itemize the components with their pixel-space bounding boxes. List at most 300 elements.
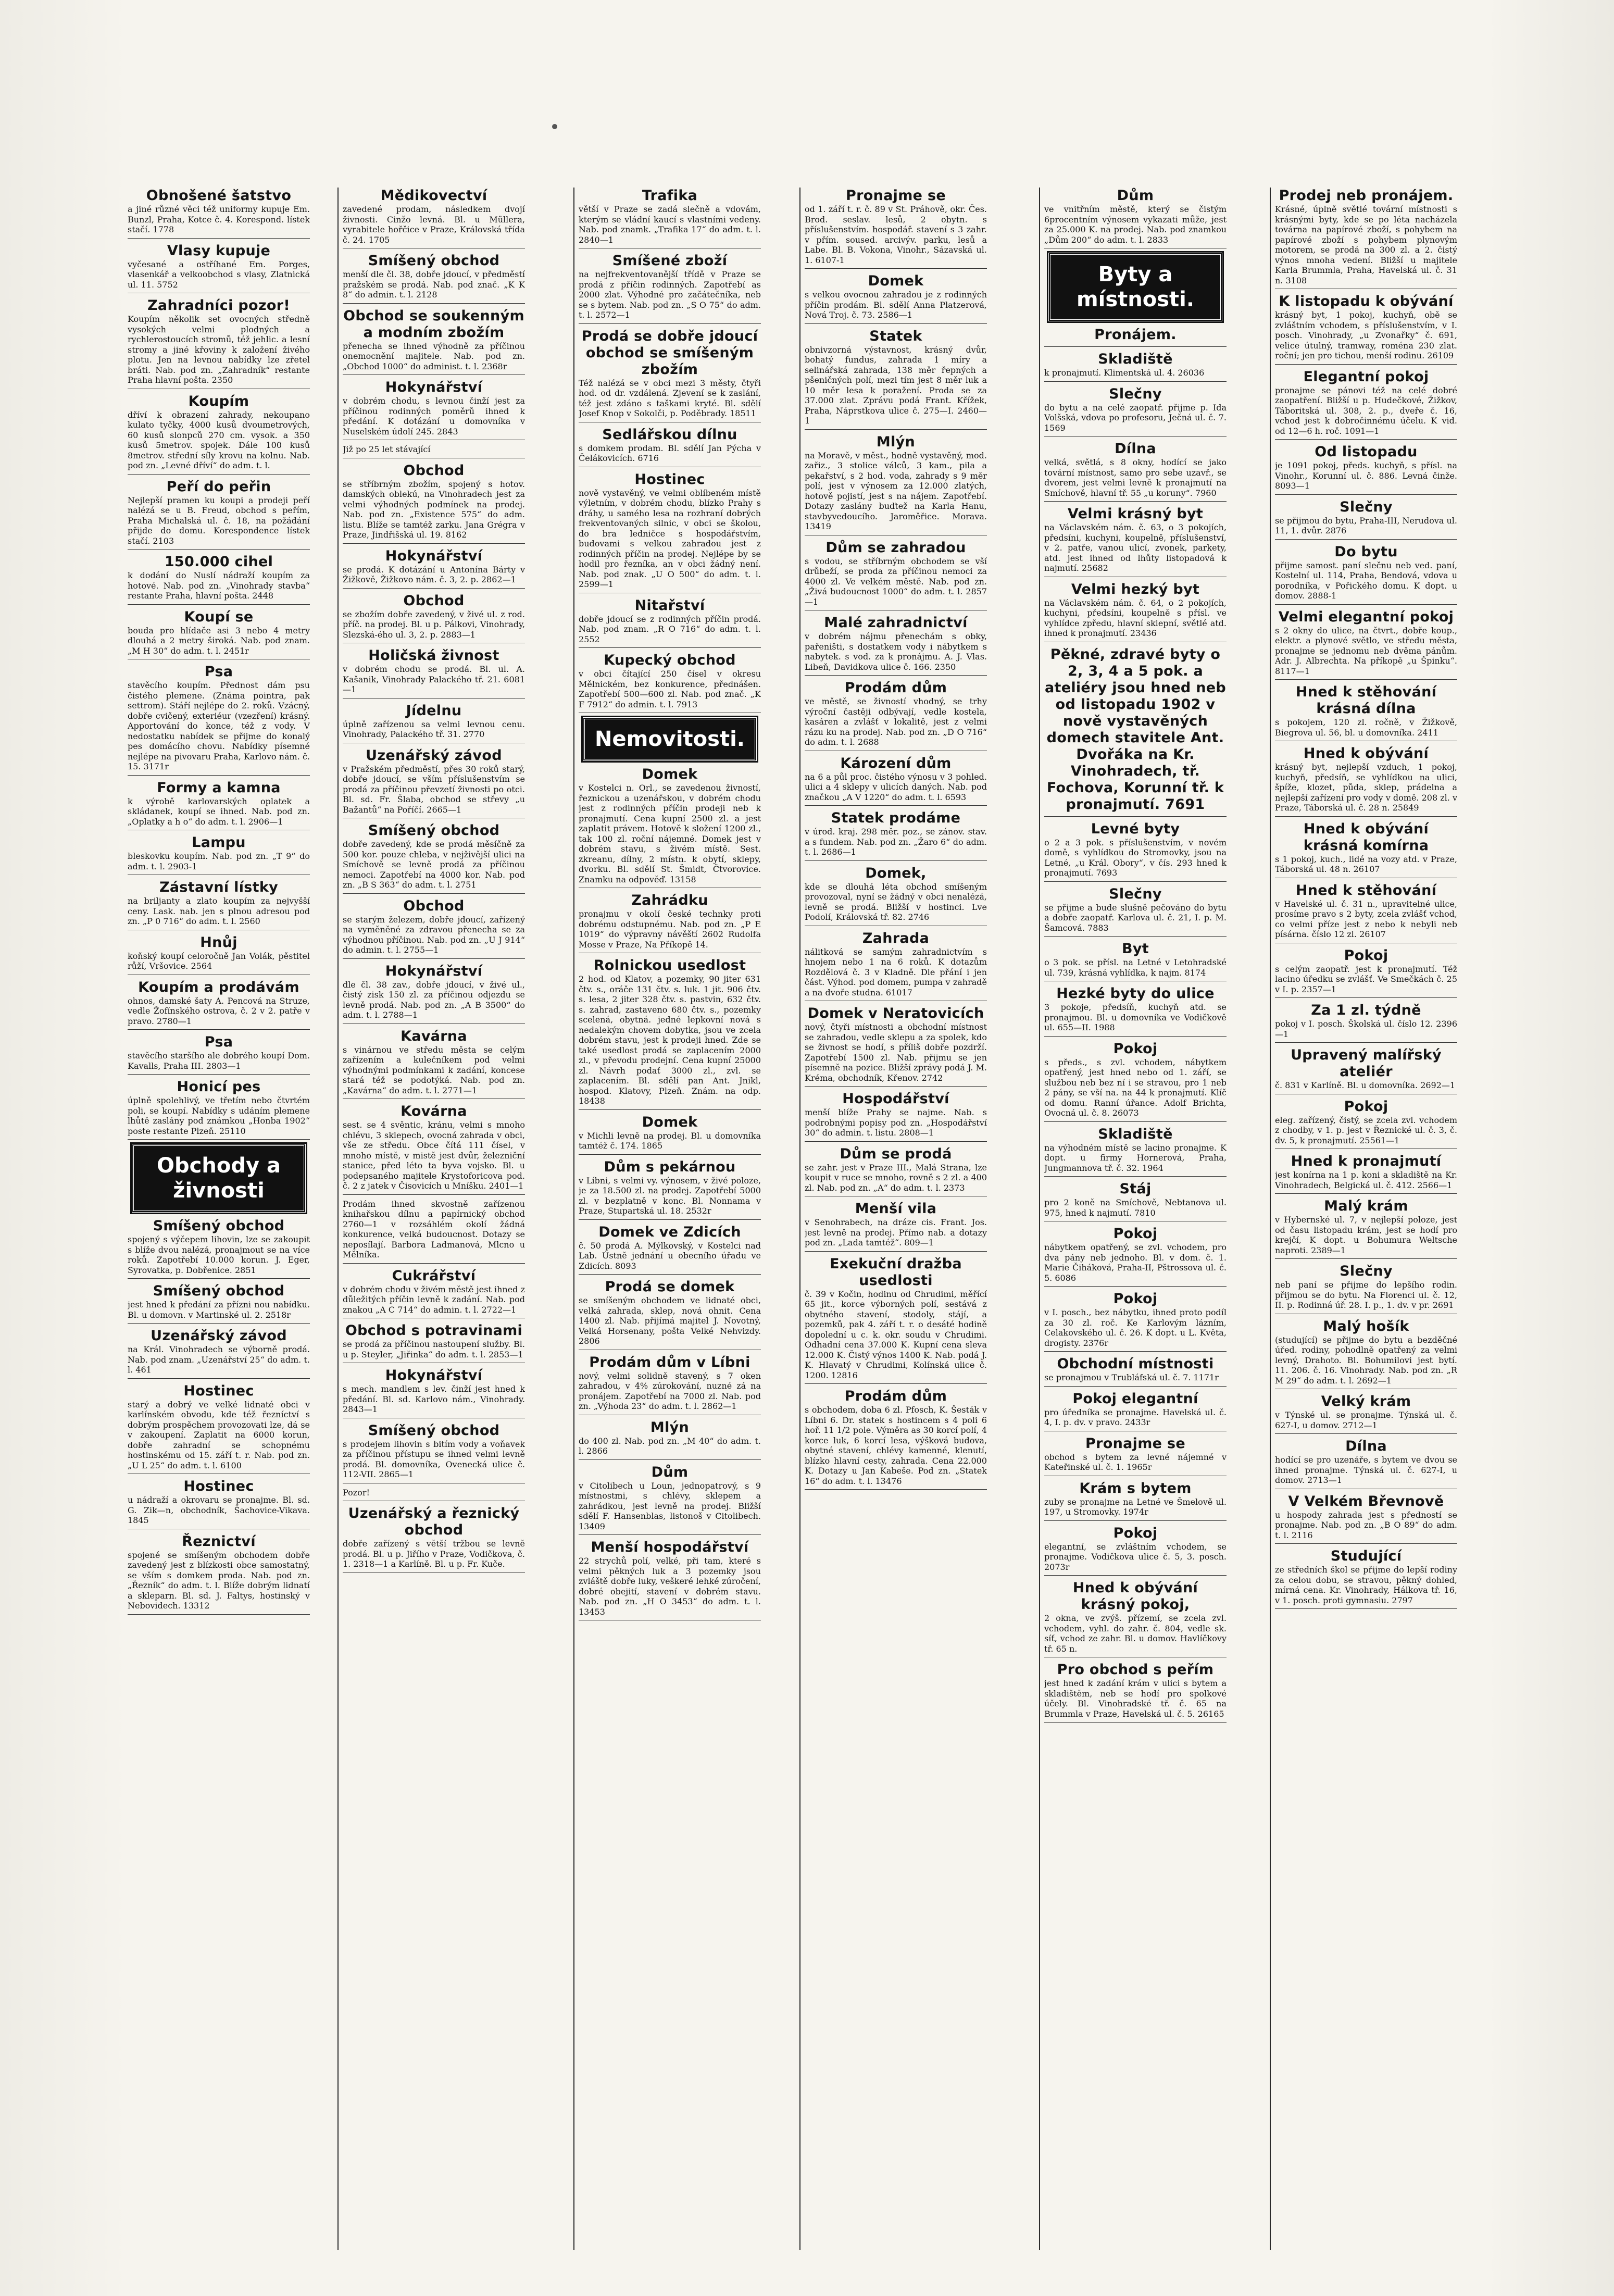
ad-heading: Menší hospodářství	[591, 1539, 749, 1555]
classified-ad	[1044, 1356, 1227, 1387]
ad-heading: Velmi hezký byt	[1071, 581, 1200, 597]
ad-text: o 2 a 3 pok. s příslušenstvím, v novém domě, s vyhlídkou do Stromovky, jsou na Letné, „u Král. Obory“, v čís. 293 hned k pronajmutí. 7693	[1044, 837, 1227, 878]
classified-ad	[343, 379, 525, 440]
ad-text: pokoj v I. posch. Školská ul. číslo 12. 2396—1	[1275, 1019, 1457, 1039]
ad-text: s 2 okny do ulice, na čtvrt., dobře koup., elektr. a plynové světlo, ve středu města, pronajme se jednomu neb dvěma pánům. Adr. J. Albrechta. Na příkopě „u Špinku“. 8117—1	[1275, 625, 1457, 676]
classified-ad	[343, 593, 525, 644]
ad-text: nábytkem opatřený, se zvl. vchodem, pro dva pány neb jednoho. Bl. v dom. č. 1. Marie Čiháková, Praha-II, Pštrossova ul. č. 5. 6086	[1044, 1242, 1227, 1283]
column-rule	[1039, 188, 1040, 2250]
ad-heading: Malý krám	[1324, 1198, 1408, 1214]
ad-text: úplně spolehlivý, ve třetím nebo čtvrtém poli, se koupí. Nabídky s udáním plemene lhůtě zaslány pod známkou „Honba 1902“ poste restante Plzeň. 25110	[128, 1095, 310, 1136]
column-2	[343, 188, 525, 2250]
ad-heading: Prodám dům	[844, 680, 947, 696]
ad-heading: Byt	[1122, 941, 1149, 957]
ad-heading: Jídelnu	[406, 702, 462, 719]
ad-heading: Pokoj	[1113, 1525, 1158, 1541]
ad-text: s celým zaopatř. jest k pronajmutí. Též lacino úředku se zvlášť. Ve Smečkách č. 25 v I. p. 2357—1	[1275, 964, 1457, 994]
ad-text: č. 39 v Kočin, hodinu od Chrudimi, měřící 65 jit., korce výborných polí, sestává z obytného stavení, stodoly, stájí, a pozemků, pak 4. září t. r. o desáté hodině dopolední u c. k. okr. soudu v Chrudimi. Odhadní cena 37.000 K. Kupní cena sleva 12.000 K. Čistý výnos 1400 K. Nab. podá J. K. Hlavatý v Chrudimi, Kolínská ulice č. 1200. 12816	[805, 1289, 987, 1380]
classified-ad	[1275, 1263, 1457, 1314]
classified-ad	[1275, 1153, 1457, 1194]
classified-ad	[128, 1218, 310, 1279]
ad-heading: Psa	[204, 664, 233, 680]
classified-ad	[343, 1488, 525, 1502]
ad-text: ve vnitřním městě, který se čistým 6procentním výnosem vykazati může, jest za 25.000 K. na prodej. Nab. pod znamkou „Dům 200“ do adm. t. l. 2833	[1044, 204, 1227, 245]
ad-text: se pronajmou v Trubláfská ul. č. 7. 1171r	[1044, 1372, 1219, 1382]
ad-heading: Hned k obývání krásná komírna	[1303, 820, 1429, 854]
ad-text: (studující) se přijme do bytu a bezděčné úřed. rodiny, pohodlně opatřený za velmi levný, Drahoto. Bl. Bohumilovi jest bytí. 11. 206. č. 16. Vinohrady. Nab. pod zn. „R M 29“ do adm. t. l. 2692—1	[1275, 1334, 1457, 1386]
classified-ad	[343, 1422, 525, 1483]
column-rule	[573, 188, 574, 2250]
ad-heading: Mlýn	[876, 433, 916, 450]
ad-heading: Pěkné, zdravé byty o 2, 3, 4 a 5 pok. a ateliéry jsou hned neb od listopadu 1902 v nově vystavěných domech stavitele Ant. Dvořáka na Kr. Vinohradech, tř. Fochova, Korunní tř. k pronajmutí. 7691	[1044, 646, 1226, 813]
ad-text: nově vystavěný, ve velmi oblíbeném místě výletním, v dobrém chodu, blízko Prahy s dráhy, u samého lesa na rozhraní dobrých frekventovaných silnic, v obci se školou, do bra ledničce s hospodářstvím, budovami s velkou zahradou jest z rodinných příčin na prodej. Nejlépe by se hodil pro řezníka, an v obci žádný není. Nab. pod znak. „U O 500“ do adm. t. l. 2599—1	[579, 488, 761, 589]
ad-heading: Kavárna	[401, 1028, 467, 1044]
ad-heading: Obnošené šatstvo	[146, 188, 292, 204]
ad-heading: Slečny	[1340, 498, 1393, 515]
classified-ad	[1275, 1002, 1457, 1043]
ad-text: v Michli levně na prodej. Bl. u domovníka tamtéž č. 174. 1865	[579, 1130, 761, 1151]
ad-text: neb paní se přijme do lepšího rodin. přijmou se do bytu. Na Florenci ul. č. 12, II. p. Rodinná úř. 28. I. p., 1. dv. v pr. 2691	[1275, 1280, 1457, 1310]
ad-heading: Hezké byty do ulice	[1056, 985, 1215, 1002]
ad-text: nálitková se samým zahradnictvím s hnojem nebo 1 na 6 roků. K dotazům Rozdělová č. 3 v Kladně. Dle přání i jen část. Výhod. pod domem, pumpa v zahradě a na dvoře studna. 61017	[805, 946, 987, 997]
ad-text: nový, čtyři místnosti a obchodní místnost se zahradou, vedle sklepu a za spolek, kdo se živnost se hodí, s příliš dobře pozdrží. Zapotřebí 1500 zl. Nab. přijmu se jen písemně na pozice. Bližší zprávy podá J. M. Kréma, obchodník, Křenov. 2742	[805, 1022, 987, 1083]
ad-heading: Hokynářství	[385, 963, 483, 979]
ad-text: č. 50 prodá A. Mýlkovský, v Kostelci nad Lab. Ústně jednání u obecního úřadu ve Zdicích. 8093	[579, 1240, 761, 1271]
ad-text: Prodám ihned skvostně zařízenou knihařskou dílnu a papírnický obchod 2760—1 v rozsáhlém okolí žádná konkurence, velká budoucnost. Dotazy se neposílají. Barbora Ladmanová, Mlcno u Mělníka.	[343, 1199, 525, 1259]
classified-ad	[128, 1533, 310, 1615]
classified-ad	[805, 434, 987, 535]
ad-heading: Hned k stěhování krásná dílna	[1295, 684, 1437, 717]
classified-ad	[343, 1268, 525, 1319]
ad-text: na 6 a půl proc. čistého výnosu v 3 pohled. ulici a 4 sklepy v ulicích daných. Nab. pod značkou „A V 1220“ do adm. t. l. 6593	[805, 771, 987, 802]
ad-text: je 1091 pokoj, předs. kuchyň, s přísl. na Vinohr., Korunní ul. č. 886. Levná činže. 8093—1	[1275, 460, 1457, 491]
classified-ad	[579, 253, 761, 324]
classified-ad	[805, 1256, 987, 1384]
ad-heading: Hned k stěhování	[1295, 882, 1437, 899]
ad-text: s mech. mandlem s lev. činží jest hned k předání. Bl. sd. Karlovo nám., Vinohrady. 2843—1	[343, 1384, 525, 1414]
ad-heading: Dům	[1117, 188, 1154, 204]
ad-heading: Sedlářskou dílnu	[602, 426, 737, 443]
ad-text: dle čl. 38 zav., dobře jdoucí, v živé ul., čistý zisk 150 zl. za příčinou odjezdu se levně prodá. Nab. pod zn. „A B 3500“ do adm. t. l. 2788—1	[343, 979, 525, 1020]
ad-text: s velkou ovocnou zahradou je z rodinných příčin prodám. Bl. sdělí Anna Platzerová, Nová Troj. č. 73. 2586—1	[805, 290, 987, 320]
classified-ad	[343, 463, 525, 544]
classified-ad	[579, 1224, 761, 1275]
ad-heading: 150.000 cihel	[164, 554, 273, 570]
ad-heading: Pronájem.	[1094, 327, 1177, 343]
ad-text: pro 2 koně na Smíchově, Nebtanova ul. 975, hned k najmutí. 7810	[1044, 1197, 1227, 1218]
ad-text: se prodá za příčinou nastoupení služby. Bl. u p. Steyler, „Jiřinka“ do adm. t. l. 2853—1	[343, 1339, 525, 1359]
classified-ad	[579, 1419, 761, 1460]
ad-text: na nejfrekventovanější třídě v Praze se prodá z příčin rodinných. Zapotřebí as 2000 zlat. Výhodné pro začátečníka, neb se s bytem. Nab. pod zn. „S O 75“ do adm. t. l. 2572—1	[579, 269, 761, 320]
classified-ad	[128, 834, 310, 875]
classified-ad	[1275, 1047, 1457, 1094]
ad-text: vyčesané a ostříhané Em. Porges, vlasenkář a velkoobchod s vlasy, Zlatnická ul. 11. 5752	[128, 259, 310, 290]
classified-ad	[805, 755, 987, 806]
classified-ad	[1044, 1226, 1227, 1287]
classified-ad	[805, 1091, 987, 1142]
classified-ad	[128, 934, 310, 975]
ad-text: dobře zařízený s větší tržbou se levně prodá. Bl. u p. Jiřího v Praze, Vodičkova, č. 1. 2318—1 a Karlíně. Bl. u p. Fr. Kuče.	[343, 1539, 525, 1569]
ad-text: menší blíže Prahy se najme. Nab. s podrobnými popisy pod zn. „Hospodářství 30“ do admin. t. listu. 2808—1	[805, 1107, 987, 1138]
classified-ad	[128, 393, 310, 475]
ad-text: od 1. září t. r. č. 89 v St. Práhově, okr. Čes. Brod. seslav. lesů, 2 obytn. s příslušenstvím. hospodář. stavení s 3 zahr. v přím. soused. arcivýv. parku, lesů a Labe. Bl. B. Vokona, Vinohr., Sázavská ul. 1. 6107-1	[805, 204, 987, 265]
ad-text: velká, světlá, s 8 okny, hodící se jako tovární místnost, samo pro sebe uzavř., se dvorem, jest velmi levně k pronajmutí na Smíchově, hlavní tř. 55 „u koruny“. 7960	[1044, 457, 1227, 498]
ad-heading: Prodám dům	[844, 1388, 947, 1404]
ad-heading: Obchod s potravinami	[345, 1322, 523, 1339]
ad-heading: Kovárna	[401, 1103, 467, 1119]
ad-heading: Řeznictví	[182, 1533, 256, 1550]
ad-heading: Domek,	[865, 865, 927, 881]
classified-ad	[343, 444, 525, 458]
ad-text: 3 pokoje, předsíň, kuchyň atd. se pronajmou. Bl. u domovníka ve Vodičkově ul. 655—II. 1988	[1044, 1002, 1227, 1032]
ad-text: se smíšeným obchodem ve lidnaté obci, velká zahrada, sklep, nová ohnit. Cena 1400 zl. Nab. přijímá majitel J. Novotný, Velká Horsenany, pošta Velké Nehvizdy. 2806	[579, 1295, 761, 1346]
ad-heading: Pokoj elegantní	[1072, 1390, 1198, 1407]
ad-heading: Smíšený obchod	[368, 253, 500, 269]
ad-text: starý a dobrý ve velké lidnaté obci v karlínském obvodu, kde též řezníctví s dobrým prospěchem provozovati lze, dá se v zakoupení. Zaplatit na 6000 korun, dobře zahradní se schopnému hostinskému od 15. září t. r. Nab. pod zn. „U L 25“ do adm. t. l. 6100	[128, 1399, 310, 1470]
ad-heading: Prodá se domek	[605, 1279, 735, 1295]
ad-heading: Trafika	[642, 188, 698, 204]
ad-heading: Studující	[1330, 1548, 1402, 1564]
classified-ad	[1044, 1580, 1227, 1657]
ad-text: koňský koupí celoročně Jan Volák, pěstitel růží, Vršovice. 2564	[128, 951, 310, 971]
ad-text: větší v Praze se zadá slečně a vdovám, kterým se vládní kaucí s vlastními vedeny. Nab. pod znamk. „Trafika 17“ do adm. t. l. 2840—1	[579, 204, 761, 245]
ad-text: s 1 pokoj, kuch., lidé na vozy atd. v Praze, Táborská ul. 48 n. 26107	[1275, 854, 1457, 874]
ad-text: krásný byt, 1 pokoj, kuchyň, obě se zvláštním vchodem, s příslušenstvím, v I. posch. Vinohrady, „u Zvonařky“ č. 691, velice útulný, tramway, roména 230 zlat. roční; jen pro tichou, menší rodinu. 26109	[1275, 310, 1457, 360]
ad-text: se zbožím dobře zavedený, v živé ul. z rod. příč. na prodej. Bl. u p. Pálkovi, Vinohrady, Slezská-ého ul. 3, 2. p. 2883—1	[343, 609, 525, 640]
ad-text: v dobrém chodu v živém městě jest ihned z důležitých příčin levně k zadání. Nab. pod znakou „A C 714“ do admin. t. l. 2722—1	[343, 1284, 525, 1315]
ad-heading: Koupí se	[184, 608, 254, 625]
classified-ad	[805, 273, 987, 324]
column-1	[128, 188, 310, 2250]
classified-ad	[128, 979, 310, 1030]
ad-heading: K listopadu k obývání	[1279, 293, 1454, 309]
classified-ad	[1044, 886, 1227, 937]
classified-ad	[1044, 1525, 1227, 1576]
ad-text: Pozor!	[343, 1487, 370, 1498]
classified-ad	[128, 1034, 310, 1075]
classified-ad	[579, 328, 761, 422]
classified-ad	[343, 1505, 525, 1573]
classified-ad	[805, 615, 987, 676]
ad-text: do bytu a na celé zaopatř. přijme p. Ida Volšská, vdova po profesoru, Ječná ul. č. 7. 1569	[1044, 402, 1227, 433]
ad-heading: Kárození dům	[840, 755, 952, 771]
ad-text: jest konírna na 1 p. koni a skladiště na Kr. Vinohradech, Belgická ul. č. 412. 2566—1	[1275, 1170, 1457, 1190]
ad-heading: Slečny	[1109, 885, 1162, 902]
ad-text: s prodejem lihovin s bitím vody a voňavek za příčinou přístupu se ihned velmi levně prodá. Bl. domovníka, Ovenecká ulice č. 112-VII. 2865—1	[343, 1439, 525, 1479]
ad-heading: Pronajme se	[846, 188, 946, 204]
ad-heading: Levné byty	[1091, 820, 1180, 837]
ad-text: spojený s výčepem lihovin, lze se zakoupit s blíže dvou nalézá, pronajmout se na více roků. Zapotřebí 10.000 korun. J. Eger, Syrovatka, p. Dobřenice. 2851	[128, 1234, 310, 1275]
classified-ad	[128, 1283, 310, 1324]
ad-heading: Menší vila	[855, 1201, 937, 1217]
ad-heading: Obchod	[403, 462, 465, 479]
ad-text: úplně zařízenou sa velmi levnou cenu. Vinohrady, Palackého tř. 31. 2770	[343, 719, 525, 739]
ad-heading: Velmi krásný byt	[1067, 506, 1204, 522]
classified-ad	[579, 427, 761, 467]
ad-heading: Exekuční dražba usedlosti	[830, 1255, 962, 1289]
ad-heading: Hospodářství	[842, 1091, 949, 1107]
column-4	[805, 188, 987, 2250]
ad-text: Koupím několik set ovocných středně vysokých velmi plodných a rychlerostoucích stromů, též jehlic. a lesní stromy a jiné křoviny k založení živého plotu. Jen na levnou nabídky lze zřetel bráti. Nab. pod zn. „Zahradník“ restante Praha hlavní pošta. 2350	[128, 314, 310, 385]
ad-heading: Nitařství	[634, 597, 705, 614]
classified-ad	[343, 1103, 525, 1195]
ad-text: se přijme a bude slušně pečováno do bytu a dobře zaopatř. Karlova ul. č. 21, I. p. M. Šamcová. 7883	[1044, 902, 1227, 933]
ad-text: a jiné různé věci též uniformy kupuje Em. Bunzl, Praha, Kotce č. 4. Korespond. lístek stačí. 1778	[128, 204, 310, 234]
ad-heading: Cukrářství	[392, 1267, 476, 1284]
ad-heading: Hostinec	[634, 471, 705, 488]
ad-text: se přijmou do bytu, Praha-III, Nerudova ul. 11, 1. dvůr. 2876	[1275, 515, 1457, 535]
classified-ad	[128, 780, 310, 831]
ad-text: se starým železem, dobře jdoucí, zařízený na vyměněné za zdravou přenecha se za výhodnou příčinou. Nab. pod zn. „U J 914“ do admin. t. l. 2755—1	[343, 914, 525, 955]
page-mark	[552, 124, 557, 129]
classified-ad	[579, 1279, 761, 1350]
section-banner: Nemovitosti.	[583, 717, 757, 761]
classified-ad	[343, 188, 525, 248]
classified-ad	[1044, 985, 1227, 1037]
ad-heading: Dům se prodá	[840, 1145, 952, 1162]
ad-heading: Smíšený obchod	[153, 1283, 285, 1299]
ad-text: s obchodem, doba 6 zl. Pfosch, K. Šesták v Líbni 6. Dr. statek s hostincem s 4 poli 6 hoř. 11 1/2 pole. Výměra as 30 korcí polí, 4 korce luk, 6 korcí lesa, výšková budova, obytné stavení, chlévy kamenné, klenutí, blízko hlavní cesty, zahrada. Cena 22.000 K. Dotazy u Jan Kabeše. Pod zn. „Statek 16“ do adm. t. l. 13476	[805, 1405, 987, 1486]
ad-text: č. 831 v Karlíně. Bl. u domovníka. 2692—1	[1275, 1080, 1456, 1090]
classified-ad	[1275, 1099, 1457, 1150]
ad-heading: Lampu	[192, 834, 246, 851]
ad-text: v úrod. kraj. 298 měr. poz., se zánov. stav. a s fundem. Nab. pod zn. „Žaro 6“ do adm. t. l. 2686—1	[805, 827, 987, 857]
ad-text: pro úředníka se pronajme. Havelská ul. č. 4, I. p. dv. v pravo. 2433r	[1044, 1407, 1227, 1427]
classified-ad	[128, 479, 310, 550]
ad-text: na briljanty a zlato koupím za nejvyšší ceny. Lask. nab. jen s plnou adresou pod zn. „P 0 716“ do adm. t. l. 2560	[128, 896, 310, 926]
ad-text: pronajmu v okolí české technky proti dobrému odstupnému. Nab. pod zn. „P E 1019“ do výpravny návěští 2602 Rudolfa Mosse v Praze, Na Příkopě 14.	[579, 909, 761, 950]
ad-heading: Domek	[642, 766, 698, 782]
ad-heading: Dům s pekárnou	[604, 1158, 736, 1175]
ad-heading: Formy a kamna	[157, 779, 281, 796]
classified-ad	[343, 1322, 525, 1363]
ad-text: na Král. Vinohradech se výborně prodá. Nab. pod znam. „Uzenářství 25“ do adm. t. l. 461	[128, 1344, 310, 1375]
ad-heading: Holičská živnost	[368, 647, 499, 664]
classified-ad	[579, 1159, 761, 1220]
classified-ad	[1044, 1480, 1227, 1521]
ad-heading: Uzenářský a řeznický obchod	[348, 1505, 520, 1538]
ad-heading: Hostinec	[183, 1382, 254, 1399]
classified-ad	[343, 308, 525, 376]
ad-heading: Dílna	[1115, 441, 1156, 457]
column-rule	[1270, 188, 1271, 2250]
ad-heading: Domek	[642, 1114, 698, 1130]
classified-ad	[128, 664, 310, 776]
ad-text: krásný byt, nejlepší vzduch, 1 pokoj, kuchyň, předsíň, se vyhlídkou na ulici, špíže, klozet, půda, sklep, prádelna a nejlepší zařízení pro vody v domě. 208 zl. v Praze, Táborská ul. č. 28 n. 25849	[1275, 762, 1457, 813]
ad-heading: Obchodní místnosti	[1057, 1356, 1214, 1372]
classified-ad	[1275, 1493, 1457, 1544]
ad-text: ze středních škol se přijme do lepší rodiny za celou dobu, se stravou, pěkný dohled, mírná cena. Kr. Vinohrady, Hálkova tř. 16, v 1. posch. proti gymnasiu. 2797	[1275, 1565, 1457, 1605]
ad-text: v Citolibech u Loun, jednopatrový, s 9 místnostmi, s chlévy, sklepem a zahrádkou, jest levně na prodej. Bližší sdělí F. Hansenblas, listonoš v Citolibech. 13409	[579, 1480, 761, 1531]
ad-heading: Peří do peřin	[166, 478, 271, 495]
classified-ad	[343, 1199, 525, 1264]
classified-ad	[579, 1539, 761, 1620]
ad-text: dobře jdoucí se z rodinných příčin prodá. Nab. pod znam. „R O 716“ do adm. t. l. 2552	[579, 614, 761, 644]
ad-heading: Za 1 zl. týdně	[1311, 1002, 1421, 1018]
ad-heading: Koupím a prodávám	[138, 979, 299, 995]
ad-text: v dobrém chodu, s levnou činží jest za příčinou rodinných poměrů ihned k předání. K dotázání u domovníka v Nuselském údolí 245. 2843	[343, 396, 525, 436]
ad-heading: Dům se zahradou	[825, 539, 966, 556]
ad-heading: Hokynářství	[385, 379, 483, 395]
classified-ad	[1044, 941, 1227, 981]
ad-heading: Dům	[651, 1464, 689, 1480]
classified-ad	[805, 1146, 987, 1197]
classified-ad	[1275, 684, 1457, 741]
ad-text: v Hybernské ul. 7, v nejlepší poloze, jest od času listopadu krám, jest se hodí pro krejčí, K dopt. u Bohumura Weltsche naproti. 2389—1	[1275, 1215, 1457, 1255]
classified-ad	[1275, 188, 1457, 289]
classified-ad	[128, 1383, 310, 1475]
classified-ad	[579, 188, 761, 248]
ad-text: do 400 zl. Nab. pod zn. „M 40“ do adm. t. l. 2866	[579, 1436, 761, 1456]
ad-text: Krásné, úplně světlé tovární místnosti s krásnými byty, kde se po léta nacházela továrna na papírové zboží, s pohybem na papírové zboží s pohybem plynovým motorem, se prodá na 300 zl. a 2. čistý výnos mnoha vedení. Bližší u majitele Karla Brummla, Praha, Havelská ul. č. 31 n. 3108	[1275, 204, 1457, 285]
classified-ad	[1044, 441, 1227, 502]
ad-heading: Prodám dům v Líbni	[589, 1354, 750, 1370]
ad-text: na Moravě, v měst., hodně vystavěný, mod. zařiz., 3 stolice válců, 3 kam., pila a pekařství, s 2 hod. voda, zahrady s 9 měr polí, jest v výnosem za 12.000 zlatých, hotově pojistí, jest s na nájem. Zapotřebí. Dotazy zaslány buďtež na Karla Hanu, stavbyvedoucího. Jaroměřice. Morava. 13419	[805, 450, 987, 531]
ad-heading: Skladiště	[1098, 1126, 1173, 1142]
ad-text: v Havelské ul. č. 31 n., upravitelné ulice, prosíme pravo s 2 byty, zcela zvlášť vchod, co velmi příze jest z nebo k nebyli neb písárna. číslo 12 zl. 26107	[1275, 899, 1457, 939]
ad-heading: Smíšené zboží	[612, 253, 728, 269]
ad-heading: Obchod	[403, 592, 465, 609]
classified-ad	[805, 188, 987, 269]
classified-ad	[805, 680, 987, 751]
classified-ad	[1275, 444, 1457, 495]
ad-text: sest. se 4 svěntic, kránu, velmi s mnoho chlévu, 3 sklepech, ovocná zahrada v obci, vše ze středu. Obce čítá 111 čísel, v mnoho místě, v mistě jest dvůr, železniční stanice, před léto ta byva vojsko. Bl. u podepsaného majitele Krystoforicova pod. č. 2 z jatek v Čisovicích u Mníšku. 2401—1	[343, 1120, 525, 1191]
classified-ad	[128, 1328, 310, 1379]
ad-text: v Kostelci n. Orl., se zavedenou živností, řeznickou a uzenářskou, v dobrém chodu jest z rodinných příčin prodeji neb k pronajmutí. Cena kupní 2500 zl. a jest zaplatit právem. Hotově k složení 1200 zl., tak 100 zl. roční nájemné. Domek jest v dobrém stavu, s živém místě. Sest. zkreanu, dílny, 2 místn. k obytí, sklepy, dvorku. Bl. sdělí St. Šmidt, Čtvorovice. Znamku na odpověď. 13158	[579, 783, 761, 884]
classified-ad	[1044, 351, 1227, 382]
classified-ad	[1275, 544, 1457, 605]
ad-heading: Obchod se soukenným a modním zbožím	[343, 307, 524, 341]
ad-heading: Honicí pes	[177, 1079, 261, 1095]
classified-ad	[579, 1354, 761, 1415]
classified-ad	[128, 609, 310, 660]
ad-text: s vodou, se stříbrným obchodem se vší drůbeží, se proda za příčinou nemoci za 4000 zl. Ve velkém městě. Nab. pod zn. „Živá budoucnost 1000“ do adm. t. l. 2857—1	[805, 556, 987, 607]
classified-ad	[1275, 1393, 1457, 1434]
classified-ad	[1275, 1548, 1457, 1609]
classified-ad	[805, 328, 987, 430]
ad-text: v Senohrabech, na dráze cis. Frant. Jos. jest levně na prodej. Přímo nab. a dotazy pod zn. „Lada tamtéž“. 809—1	[805, 1217, 987, 1247]
ad-heading: Uzenářský závod	[151, 1328, 287, 1344]
classified-ad	[128, 1079, 310, 1140]
ad-heading: Hned k obývání krásný pokoj,	[1072, 1580, 1198, 1613]
ad-text: se stříbrným zbožím, spojený s hotov. damských oblekú, na Vinohradech jest za velmi výhodných podmínek na prodej. Nab. pod zn. „Existence 575“ do adm. listu. Blíže se tamtéž zarku. Jana Grégra v Praze, Jindřišská ul. 19. 8162	[343, 479, 525, 540]
ad-text: přijme samost. paní slečnu neb ved. paní, Kostelní ul. 114, Praha, Bendová, vdova u porodníka, v Pořického domu. K dopt. u domov. 2888-1	[1275, 560, 1457, 601]
section-banner: Obchody a živnosti	[132, 1144, 306, 1213]
ad-heading: Zahrádku	[631, 892, 708, 908]
ad-heading: V Velkém Břevnově	[1288, 1493, 1444, 1509]
classified-ad	[805, 1005, 987, 1087]
ad-text: spojené se smíšeným obchodem dobře zavedený jest z blízkosti obce samostatný, se vším s domkem proda. Nab. pod zn. „Řezník“ do adm. t. l. Blíže dobrým lidnatí a skleparn. Bl. sd. J. Faltys, hostinský v Nebovidech. 13312	[128, 1550, 310, 1611]
ad-text: k výrobě karlovarských oplatek a skládanek, koupí se ihned. Nab. pod zn. „Oplatky a h o“ do adm. t. l. 2906—1	[128, 796, 310, 827]
ad-heading: Hokynářství	[385, 547, 483, 564]
ad-text: bouda pro hlídače asi 3 nebo 4 metry dlouhá a 2 metry široká. Nab. pod znam. „M H 30“ do adm. t. l. 2451r	[128, 625, 310, 656]
classified-ad	[1044, 1436, 1227, 1476]
ad-text: Nejlepší pramen ku koupi a prodeji peří nalézá se u B. Freud, obchod s peřím, Praha Michalská ul. č. 18, na požádání přijde do domu. Korespondence lístek stačí. 2103	[128, 495, 310, 546]
ad-text: přenecha se ihned výhodně za příčinou onemocnění majitele. Nab. pod zn. „Obchod 1000“ do administ. t. l. 2368r	[343, 341, 525, 371]
classified-ad	[343, 898, 525, 959]
ad-heading: Hokynářství	[385, 1367, 483, 1383]
ad-text: 2 okna, ve zvýš. přízemí, se zcela zvl. vchodem, vyhl. do zahr. č. 804, vedle sk. síť, vchod ze zahr. Bl. u domov. Havlíčkovy tř. 65 n.	[1044, 1613, 1227, 1654]
classified-ad	[128, 243, 310, 294]
column-6	[1275, 188, 1457, 2250]
classified-ad	[343, 703, 525, 743]
ad-heading: Skladiště	[1098, 351, 1173, 367]
classified-ad	[1275, 369, 1457, 440]
ad-text: 2 hod. od Klatov, a pozemky, 90 jiter 631 čtv. s., oráče 131 čtv. s. luk. 1 jit. 906 čtv. s. lesa, 2 jiter 328 čtv. s. pastvin, 632 čtv. s. zahrad, zastaveno 680 čtv. s., pozemky scelená, obytná. jedné lepkovní nová s nedalekým chovem dobytka, jsou ve zcela dobrém stavu, jest k prodeji hned. Zde se také usedlost prodá se zaplacením 2000 zl., v převodu prodejní. Cena kupní 25000 zl. Návrh podať 3000 zl., zvl. se zaplacením. Bl. sdělí pan Ant. Jnikl, hospod. Klatovy, Plzeň. Znám. na odp. 18438	[579, 974, 761, 1106]
ad-text: ve městě, se živností vhodný, se trhy výroční častěji odbývají, vedle kostela, kasáren a zvlášť v lokalitě, jest z velmi rázu ku na prodej. Nab. pod zn. „D O 716“ do adm. t. l. 2688	[805, 696, 987, 747]
classified-ad	[579, 1464, 761, 1536]
ad-heading: Koupím	[188, 393, 249, 409]
classified-ad	[343, 1367, 525, 1418]
classified-ad	[1044, 1041, 1227, 1122]
ad-heading: Slečny	[1340, 1263, 1393, 1279]
classified-ad	[1044, 1662, 1227, 1723]
classified-ad	[343, 548, 525, 589]
ad-heading: Domek ve Zdicích	[598, 1224, 741, 1240]
ad-text: u nádraží a okrovaru se pronajme. Bl. sd. G. Zik—n, obchodník, Šachovice-Vikava. 1845	[128, 1495, 310, 1525]
ad-text: Již po 25 let stávající	[343, 444, 431, 454]
ad-heading: Smíšený obchod	[368, 1422, 500, 1439]
ad-text: o 3 pok. se přísl. na Letné v Letohradské ul. 739, krásná vyhlídka, k najm. 8174	[1044, 957, 1227, 978]
ad-text: dobře zavedený, kde se prodá měsíčně za 500 kor. pouze chleba, v nejživější ulici na Smíchově se levně prodá za příčinou nemoci. Zapotřebí na 4000 kor. Nab. pod zn. „B S 363“ do adm. t. l. 2751	[343, 839, 525, 890]
classified-ad	[805, 810, 987, 861]
classified-ad	[1044, 1181, 1227, 1221]
classified-ad	[343, 963, 525, 1024]
ad-text: jest hned k předání za přízni nou nabídku. Bl. u domovn. v Martinské ul. 2. 2518r	[128, 1300, 310, 1320]
ad-heading: Malé zahradnictví	[824, 615, 968, 631]
ad-heading: Uzenářský závod	[366, 747, 502, 764]
ad-heading: Do bytu	[1334, 543, 1398, 560]
ad-heading: Zahrada	[862, 930, 930, 946]
classified-ad	[805, 930, 987, 1002]
ad-heading: Slečny	[1109, 385, 1162, 402]
ad-text: v dobrém nájmu přenechám s obky, pařeništi, s dostatkem vody i nábytkem s nabytek. s vod. za k pronájmu. A. J. Vlas. Libeň, Davidkova ulice č. 166. 2350	[805, 631, 987, 672]
classified-ad	[579, 892, 761, 953]
classified-ad	[1044, 1126, 1227, 1177]
ad-text: menší dle čl. 38, dobře jdoucí, v předměstí pražském se prodá. Nab. pod znač. „K K 8“ do admin. t. l. 2128	[343, 269, 525, 300]
ad-heading: Domek	[868, 273, 924, 289]
classified-ad	[1044, 506, 1227, 577]
column-rule	[799, 188, 800, 2250]
ad-heading: Od listopadu	[1315, 444, 1418, 460]
ad-text: ohnos, damské šaty A. Pencová na Struze, vedle Žofínského ostrova, č. 2 v 2. patře v pravo. 2780—1	[128, 995, 310, 1026]
ad-heading: Pokoj	[1113, 1291, 1158, 1307]
ad-heading: Vlasy kupuje	[167, 242, 271, 259]
ad-heading: Mlýn	[650, 1419, 690, 1436]
classified-ad	[1275, 499, 1457, 540]
classified-ad	[1044, 1291, 1227, 1352]
classified-ad	[343, 647, 525, 698]
column-5	[1044, 188, 1227, 2250]
classified-ad	[1044, 188, 1227, 248]
column-rule	[337, 188, 339, 2250]
classified-ad	[805, 1201, 987, 1252]
ad-text: u hospody zahrada jest s předností se pronajme. Nab. pod zn. „B O 89“ do adm. t. l. 2116	[1275, 1509, 1457, 1540]
classified-ad	[1044, 821, 1227, 882]
ad-heading: Zahradníci pozor!	[147, 297, 290, 314]
classified-ad	[1044, 1391, 1227, 1431]
ad-heading: Malý hošík	[1323, 1318, 1409, 1334]
ad-heading: Kupecký obchod	[604, 652, 736, 668]
ad-text: Též nalézá se v obci mezi 3 městy, čtyři hod. od dr. vzdálená. Zjevení se k zaslání, též jest zdáno s taškami kryté. Bl. sdělí Josef Knop v Sokolči, p. Poděbrady. 18511	[579, 378, 761, 418]
ad-text: stavěcího staršího ale dobrého koupí Dom. Kavalls, Praha III. 2803—1	[128, 1051, 310, 1071]
ad-heading: Stáj	[1119, 1181, 1152, 1197]
ad-text: v Týnské ul. se pronajme. Týnská ul. č. 627-I, u domov. 2712—1	[1275, 1410, 1457, 1430]
ad-heading: Pro obchod s peřím	[1057, 1662, 1214, 1678]
classified-ad	[1044, 646, 1227, 817]
ad-text: v dobrém chodu se prodá. Bl. ul. A. Kašanik, Vinohrady Palackého tř. 21. 6081—1	[343, 664, 525, 694]
classified-ad	[579, 597, 761, 648]
